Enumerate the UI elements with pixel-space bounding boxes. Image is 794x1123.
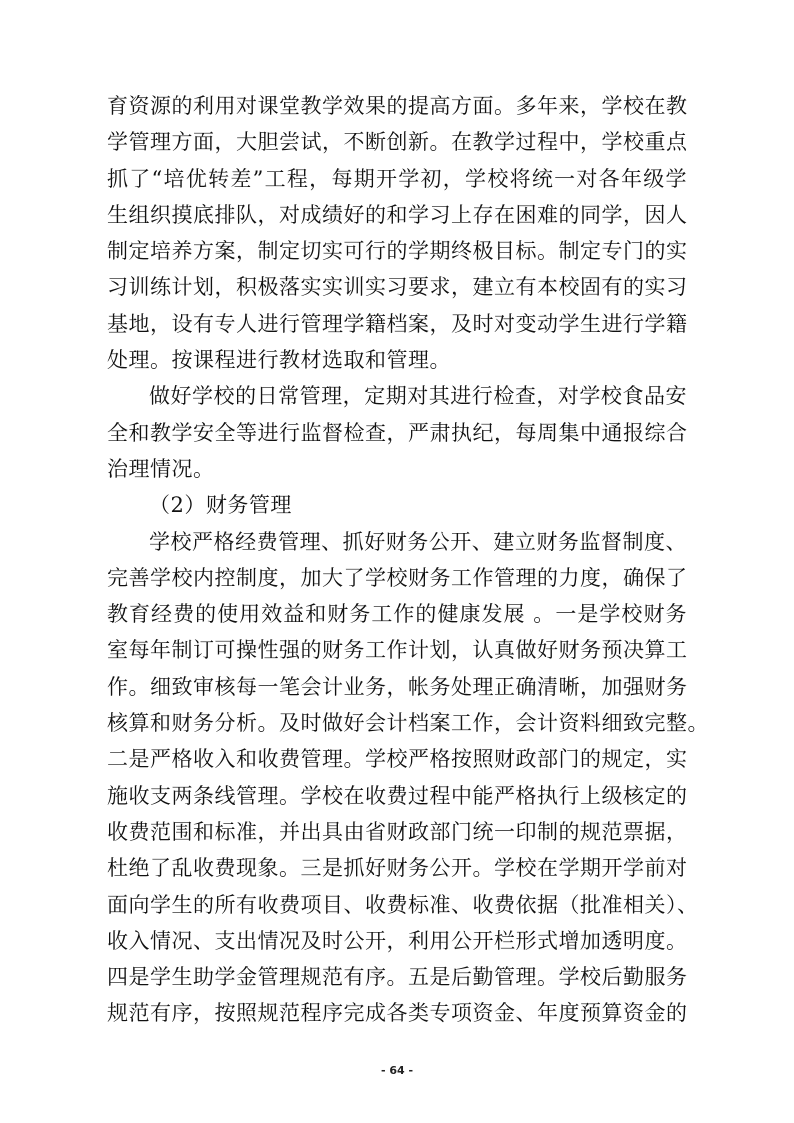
text-line: 核算和财务分析。及时做好会计档案工作，会计资料细致完整。: [107, 711, 709, 736]
text-line: 治理情况。: [107, 456, 215, 481]
text-line: 学校严格经费管理、抓好财务公开、建立财务监督制度、: [149, 529, 687, 554]
page-number: - 64 -: [380, 1064, 414, 1077]
text-line: 抓了“培优转差”工程，每期开学初，学校将统一对各年级学: [107, 166, 687, 191]
text-line: 施收支两条线管理。学校在收费过程中能严格执行上级核定的: [107, 783, 688, 808]
text-line: 做好学校的日常管理，定期对其进行检查，对学校食品安: [149, 384, 687, 409]
text-line: 作。细致审核每一笔会计业务，帐务处理正确清晰，加强财务: [107, 674, 688, 699]
text-line: 学管理方面，大胆尝试，不断创新。在教学过程中，学校重点: [107, 130, 688, 155]
text-line: 收入情况、支出情况及时公开，利用公开栏形式增加透明度。: [107, 928, 688, 953]
text-line: 基地，设有专人进行管理学籍档案，及时对变动学生进行学籍: [107, 311, 688, 336]
text-line: 育资源的利用对课堂教学效果的提高方面。多年来，学校在教: [107, 94, 688, 118]
text-line: 面向学生的所有收费项目、收费标准、收费依据（批准相关）、: [107, 892, 699, 917]
text-line: 制定培养方案，制定切实可行的学期终极目标。制定专门的实: [107, 239, 688, 264]
text-line: 杜绝了乱收费现象。三是抓好财务公开。学校在学期开学前对: [107, 856, 688, 881]
text-line: 四是学生助学金管理规范有序。五是后勤管理。学校后勤服务: [107, 965, 688, 990]
text-line: 完善学校内控制度，加大了学校财务工作管理的力度，确保了: [107, 565, 688, 590]
text-line: 室每年制订可操性强的财务工作计划，认真做好财务预决算工: [107, 638, 688, 663]
section-heading: （2）财务管理: [149, 493, 292, 518]
text-line: 收费范围和标准，并出具由省财政部门统一印制的规范票据，: [107, 819, 688, 844]
text-line: 教育经费的使用效益和财务工作的健康发展 。一是学校财务: [107, 602, 687, 627]
document-body: [107, 88, 709, 1032]
text-line: 二是严格收入和收费管理。学校严格按照财政部门的规定，实: [107, 747, 688, 772]
text-line: 处理。按课程进行教材选取和管理。: [107, 348, 451, 373]
text-line: 习训练计划，积极落实实训实习要求，建立有本校固有的实习: [107, 275, 688, 300]
text-line: 全和教学安全等进行监督检查，严肃执纪，每周集中通报综合: [107, 420, 688, 445]
text-line: 规范有序，按照规范程序完成各类专项资金、年度预算资金的: [107, 1001, 688, 1026]
text-line: 生组织摸底排队，对成绩好的和学习上存在困难的同学，因人: [107, 202, 688, 227]
